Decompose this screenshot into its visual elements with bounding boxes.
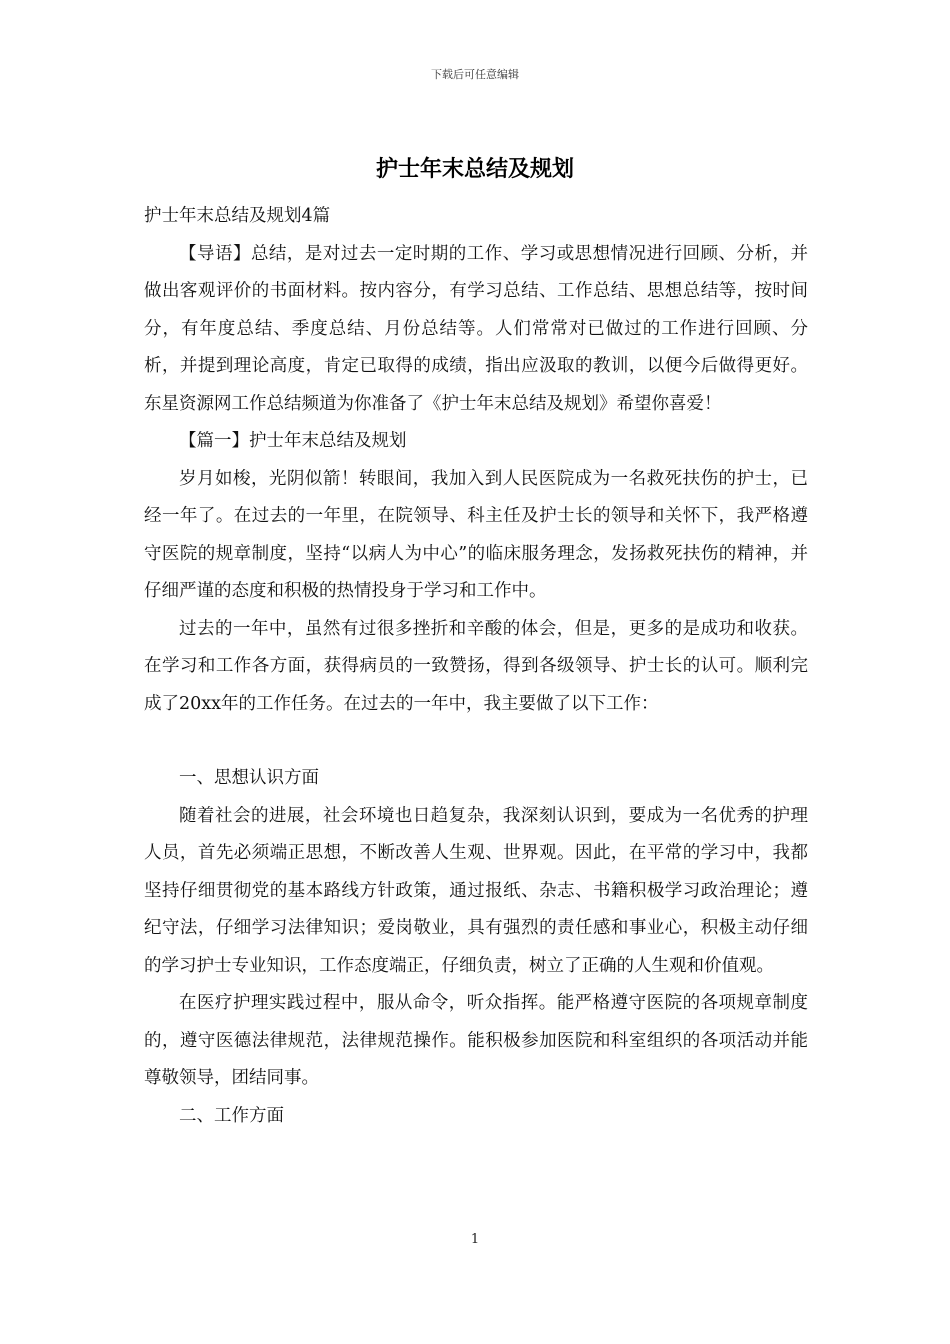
- paragraph-intro: 【导语】总结，是对过去一定时期的工作、学习或思想情况进行回顾、分析，并做出客观评价的书面材料。按内容分，有学习总结、工作总结、思想总结等，按时间分，有年度总结、季度总结、月份总结等。人们常常对已做过的工作进行回顾、分析，并提到理论高度，肯定已取得的成绩，指出应汲取的教训，以便今后做得更好。东星资源网工作总结频道为你准备了《护士年末总结及规划》希望你喜爱！: [144, 243, 808, 414]
- section-heading-part-one: 【篇一】护士年末总结及规划: [179, 431, 407, 451]
- page-number: 1: [470, 1232, 480, 1247]
- section-heading-thought: 一、思想认识方面: [179, 768, 319, 788]
- paragraph: 在医疗护理实践过程中，服从命令，听众指挥。能严格遵守医院的各项规章制度的，遵守医德法律规范，法律规范操作。能积极参加医院和科室组织的各项活动并能尊敬领导，团结同事。: [144, 993, 808, 1088]
- blank-line: [144, 723, 808, 760]
- paragraph: 岁月如梭，光阴似箭！转眼间，我加入到人民医院成为一名救死扶伤的护士，已经一年了。在过去的一年里，在院领导、科主任及护士长的领导和关怀下，我严格遵守医院的规章制度，坚持“以病人为中心”的临床服务理念，发扬救死扶伤的精神，并仔细严谨的态度和积极的热情投身于学习和工作中。: [144, 468, 808, 601]
- document-title: 护士年末总结及规划: [375, 156, 574, 182]
- section-heading-work: 二、工作方面: [179, 1105, 284, 1126]
- paragraph: 过去的一年中，虽然有过很多挫折和辛酸的体会，但是，更多的是成功和收获。在学习和工作各方面，获得病员的一致赞扬，得到各级领导、护士长的认可。顺利完成了20xx年的工作任务。在过去的一年中，我主要做了以下工作：: [144, 618, 808, 714]
- header-note: 下载后可任意编辑: [431, 68, 519, 81]
- document-body: [144, 198, 808, 1135]
- paragraph: 随着社会的进展，社会环境也日趋复杂，我深刻认识到，要成为一名优秀的护理人员，首先必须端正思想，不断改善人生观、世界观。因此，在平常的学习中，我都坚持仔细贯彻党的基本路线方针政策，通过报纸、杂志、书籍积极学习政治理论；遵纪守法，仔细学习法律知识；爱岗敬业，具有强烈的责任感和事业心，积极主动仔细的学习护士专业知识，工作态度端正，仔细负责，树立了正确的人生观和价值观。: [144, 805, 808, 976]
- subtitle: 护士年末总结及规划4篇: [144, 206, 331, 226]
